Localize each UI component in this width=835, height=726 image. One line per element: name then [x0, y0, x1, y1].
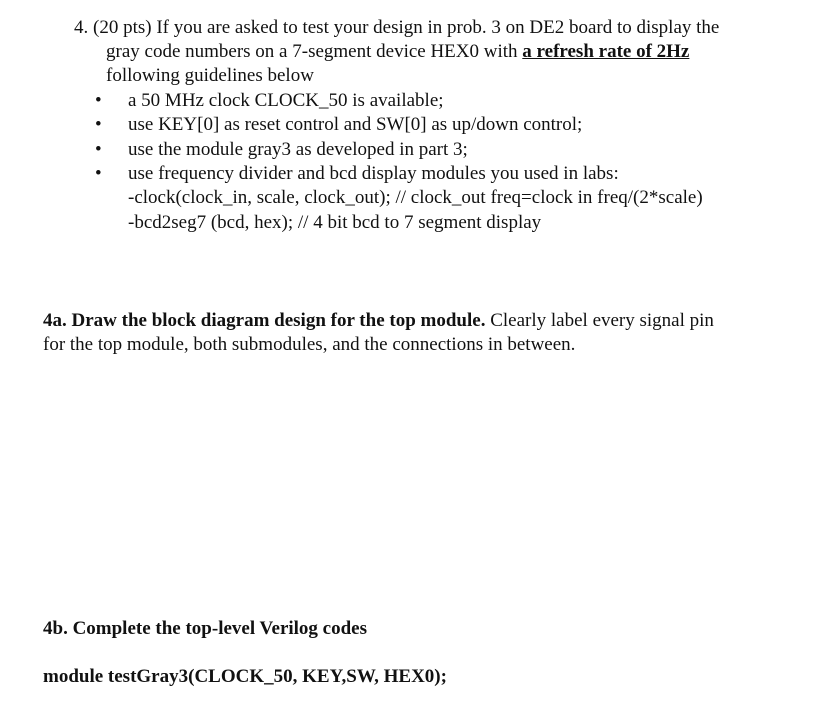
question-line-1: [74, 17, 719, 39]
part-a-text: Clearly label every signal pin: [485, 310, 714, 331]
part-a-line-2: for the top module, both submodules, and the connections in between.: [43, 334, 576, 355]
question-line-2: [106, 41, 689, 63]
part-b-heading: 4b. Complete the top-level Verilog codes: [43, 618, 368, 639]
bullet-dot-icon: •: [95, 90, 102, 111]
bullet-dot-icon: •: [95, 139, 102, 160]
part-a-line-1: [43, 310, 714, 332]
module-declaration: module testGray3(CLOCK_50, KEY,SW, HEX0);: [43, 666, 447, 687]
bullet-item: use frequency divider and bcd display modules you used in labs:: [128, 163, 619, 184]
question-text: following guidelines below: [106, 65, 314, 86]
bullet-dot-icon: •: [95, 114, 102, 135]
bullet-item: use KEY[0] as reset control and SW[0] as up/down control;: [128, 114, 583, 135]
bullet-item: a 50 MHz clock CLOCK_50 is available;: [128, 90, 444, 111]
refresh-rate-emphasis: a refresh rate of 2Hz: [522, 41, 690, 62]
question-text: gray code numbers on a 7-segment device HEX0 with: [106, 41, 523, 62]
bullet-dot-icon: •: [95, 163, 102, 184]
question-line-3: [106, 65, 314, 87]
module-signature-bcd2seg7: -bcd2seg7 (bcd, hex); // 4 bit bcd to 7 segment display: [128, 212, 542, 233]
module-signature-clock: -clock(clock_in, scale, clock_out); // clock_out freq=clock in freq/(2*scale): [128, 187, 703, 208]
part-a-heading: 4a. Draw the block diagram design for the top module.: [43, 310, 486, 331]
question-text: 4. (20 pts) If you are asked to test your design in prob. 3 on DE2 board to display the: [74, 17, 720, 38]
bullet-item: use the module gray3 as developed in part 3;: [128, 139, 468, 160]
